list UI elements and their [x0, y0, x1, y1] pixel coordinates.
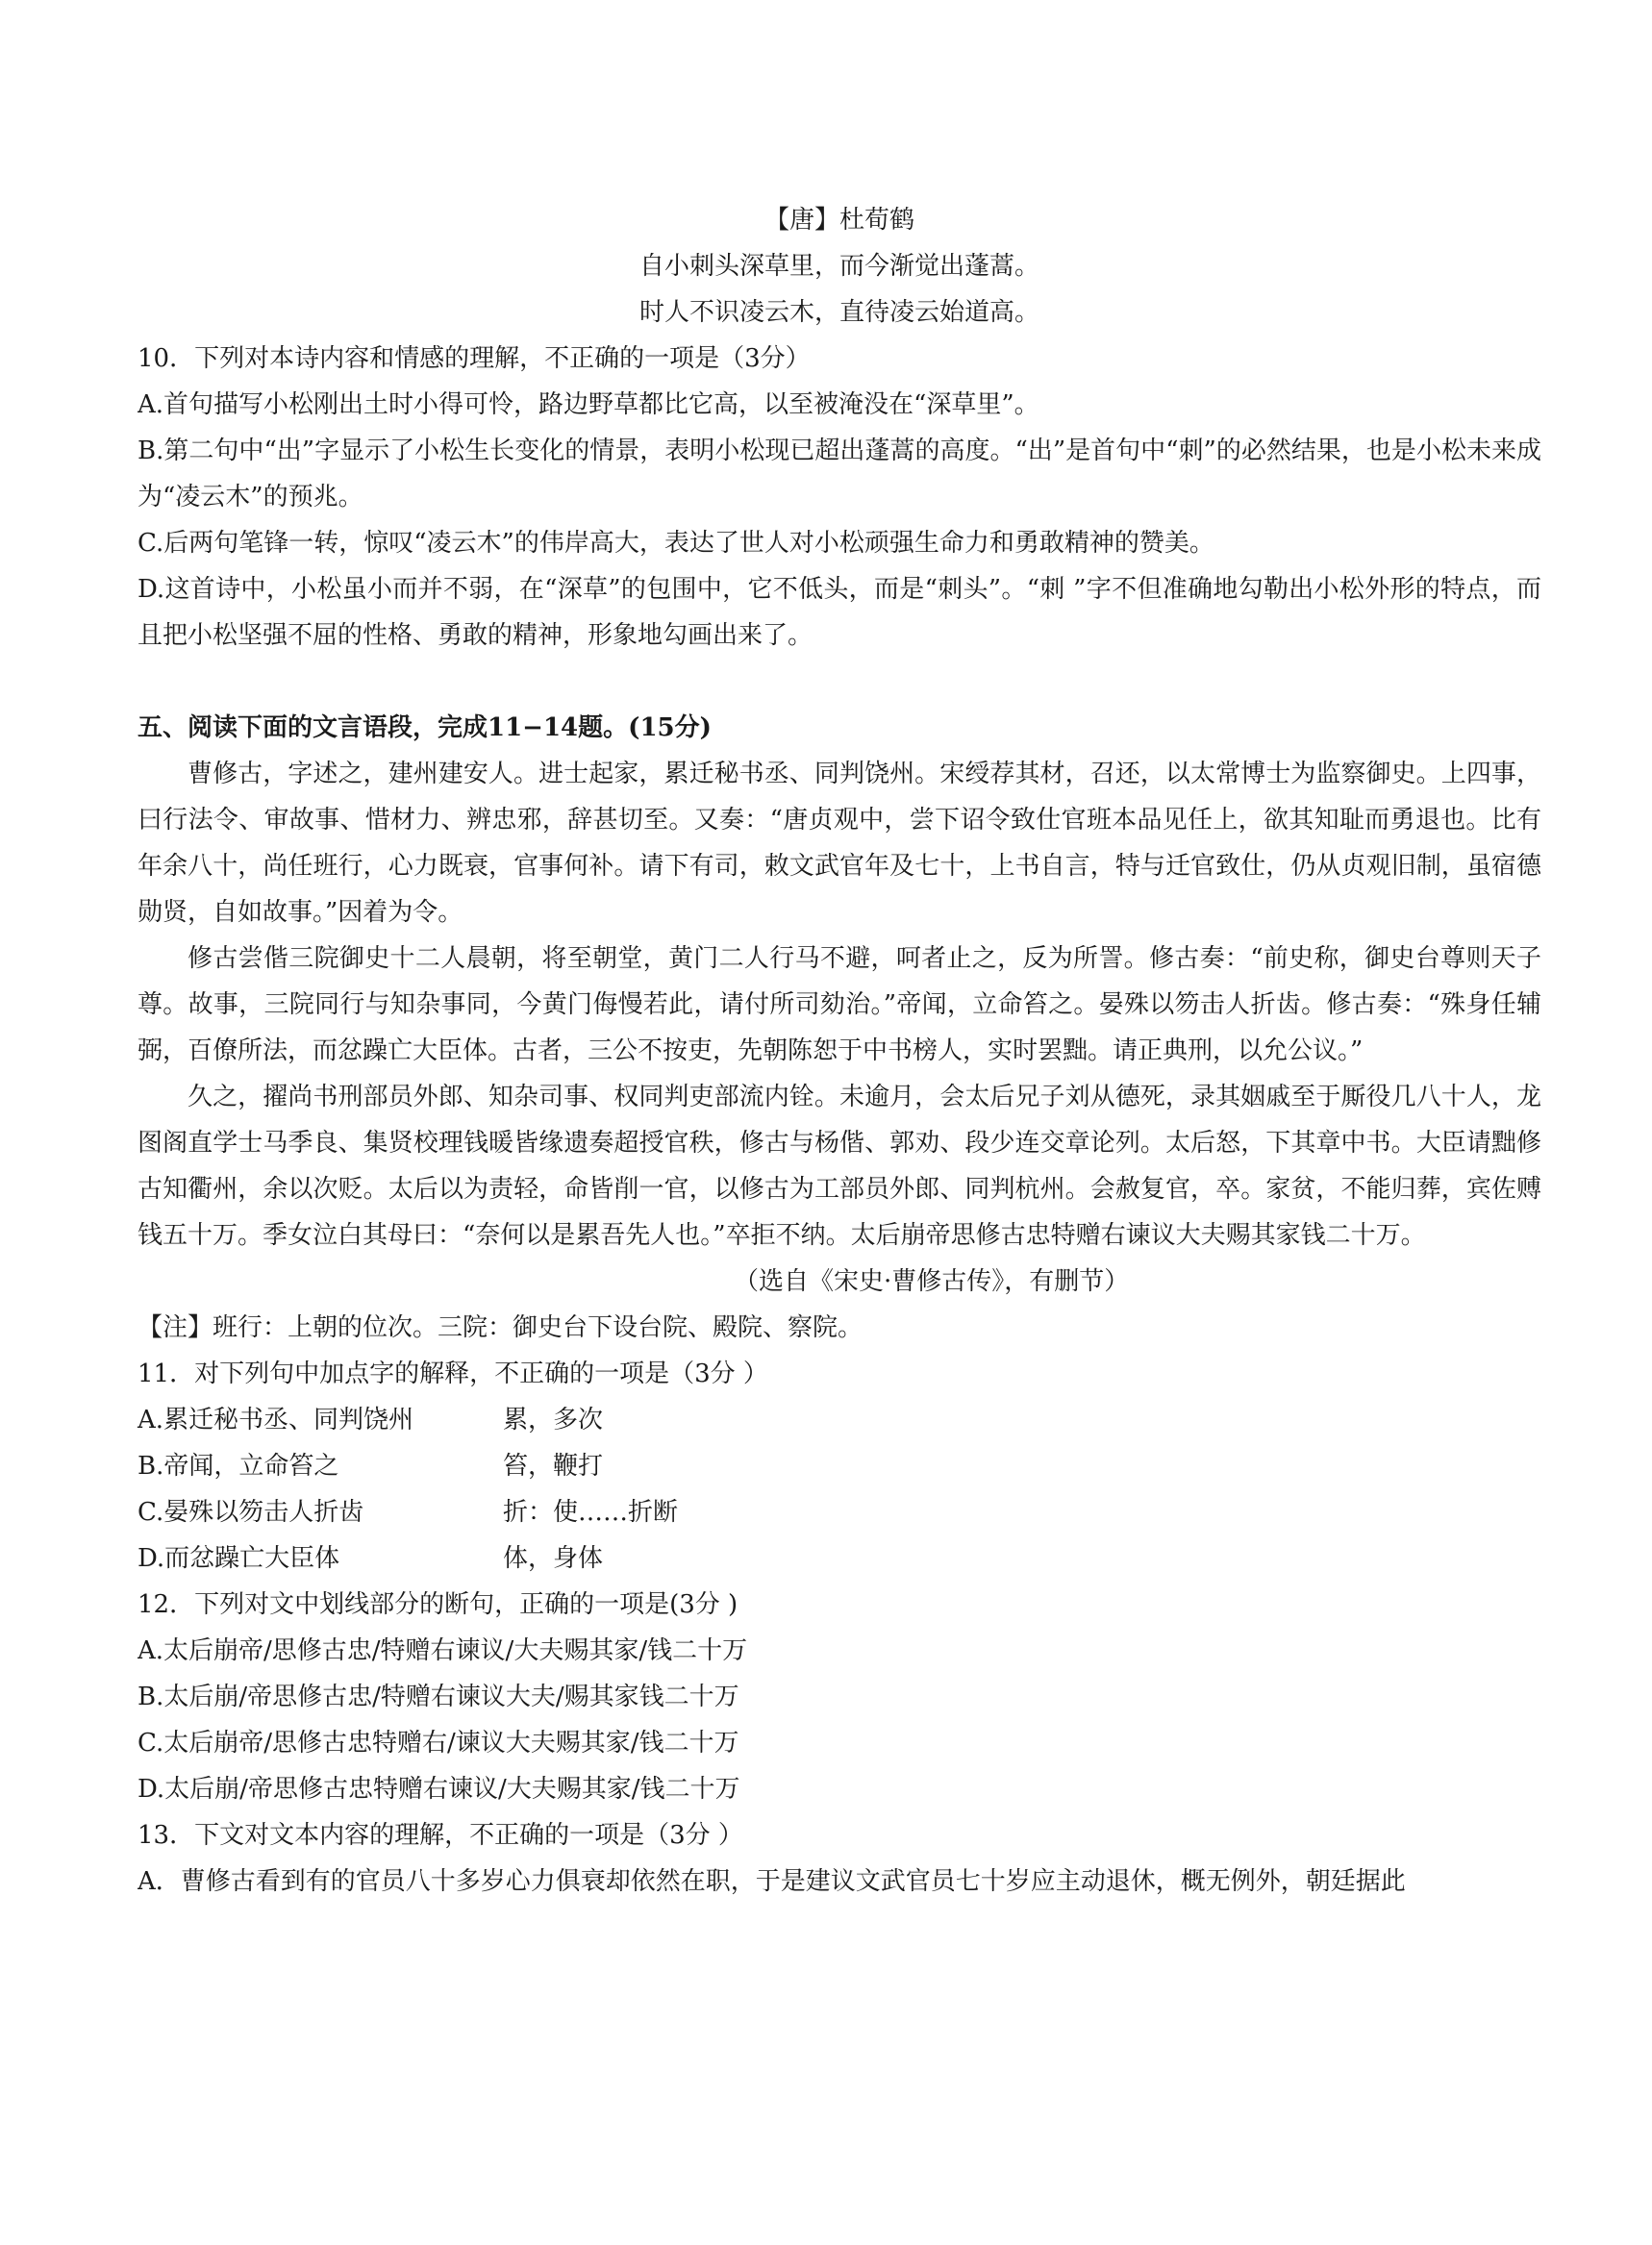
option-phrase: A.累迁秘书丞、同判饶州	[138, 1406, 414, 1434]
question-12-option-b: B.太后崩/帝思修古忠/特赠右谏议大夫/赐其家钱二十万	[138, 1683, 739, 1711]
question-11-option-b	[138, 1443, 1541, 1489]
question-11-option-c	[138, 1489, 1541, 1535]
question-13-stem: 13．下文对文本内容的理解，不正确的一项是（3分 ）	[138, 1821, 743, 1850]
poem-line-2: 时人不识凌云木，直待凌云始道高。	[638, 298, 1039, 327]
question-10-option-c: C.后两句笔锋一转，惊叹“凌云木”的伟岸高大，表达了世人对小松顽强生命力和勇敢精神的赞美。	[138, 529, 1214, 558]
question-13-option-a: A．曹修古看到有的官员八十多岁心力俱衰却依然在职，于是建议文武官员七十岁应主动退休，概无例外，朝廷据此	[138, 1867, 1406, 1896]
question-10-option-d: D.这首诗中，小松虽小而并不弱，在“深草”的包围中，它不低头，而是“刺头”。“刺 ”字不但准确地勾勒出小松外形的特点，而且把小松坚强不屈的性格、勇敢的精神，形象地勾画出来了。	[138, 575, 1541, 650]
question-12-stem: 12．下列对文中划线部分的断句，正确的一项是(3分 )	[138, 1590, 738, 1619]
passage-source: （选自《宋史·曹修古传》，有删节）	[734, 1267, 1130, 1296]
section-spacer	[138, 659, 1541, 705]
question-11-stem: 11．对下列句中加点字的解释，不正确的一项是（3分 ）	[138, 1359, 768, 1388]
classical-passage-paragraph-1: 曹修古，字述之，建州建安人。进士起家，累迁秘书丞、同判饶州。宋绶荐其材，召还，以太常博士为监察御史。上四事，曰行法令、审故事、惜材力、辨忠邪，辞甚切至。又奏：“唐贞观中，尝下诏令致仕官班本品见任上，欲其知耻而勇退也。比有年余八十，尚任班行，心力既衰，官事何补。请下有司，敕文武官年及七十，上书自言，特与迁官致仕，仍从贞观旧制，虽宿德勋贤，自如故事。”因着为令。	[138, 760, 1541, 927]
passage-note: 【注】班行：上朝的位次。三院：御史台下设台院、殿院、察院。	[138, 1313, 864, 1342]
question-10-stem: 10．下列对本诗内容和情感的理解，不正确的一项是（3分）	[138, 344, 811, 373]
classical-passage-paragraph-2: 修古尝偕三院御史十二人晨朝，将至朝堂，黄门二人行马不避，呵者止之，反为所詈。修古奏：“前史称，御史台尊则天子尊。故事，三院同行与知杂事同，今黄门侮慢若此，请付所司劾治。”帝闻，立命笞之。晏殊以笏击人折齿。修古奏：“殊身任辅弼，百僚所法，而忿躁亡大臣体。古者，三公不按吏，先朝陈恕于中书榜人，实时罢黜。请正典刑，以允公议。”	[138, 944, 1541, 1065]
option-gloss: 笞，鞭打	[503, 1452, 604, 1481]
classical-passage-paragraph-3: 久之，擢尚书刑部员外郎、知杂司事、权同判吏部流内铨。未逾月，会太后兄子刘从德死，录其姻戚至于厮役几八十人，龙图阁直学士马季良、集贤校理钱暖皆缘遗奏超授官秩，修古与杨偕、郭劝、段少连交章论列。太后怒，下其章中书。大臣请黜修古知衢州，余以次贬。太后以为责轻，命皆削一官，以修古为工部员外郎、同判杭州。会赦复官，卒。家贫，不能归葬，宾佐赙钱五十万。季女泣白其母曰：“奈何以是累吾先人也。”卒拒不纳。太后崩帝思修古忠特赠右谏议大夫赐其家钱二十万。	[138, 1083, 1541, 1250]
option-phrase: D.而忿躁亡大臣体	[138, 1544, 340, 1573]
poem-line-1: 自小刺头深草里，而今渐觉出蓬蒿。	[638, 252, 1039, 281]
question-12-option-c: C.太后崩帝/思修古忠特赠右/谏议大夫赐其家/钱二十万	[138, 1729, 739, 1758]
option-gloss: 折：使……折断	[503, 1498, 679, 1527]
option-gloss: 体，身体	[503, 1544, 604, 1573]
question-12-option-d: D.太后崩/帝思修古忠特赠右谏议/大夫赐其家/钱二十万	[138, 1775, 740, 1804]
section-5-heading: 五、阅读下面的文言语段，完成11−14题。(15分)	[138, 713, 712, 742]
exam-page	[138, 197, 1541, 1905]
poem-author-line: 【唐】杜荀鹤	[763, 206, 914, 235]
question-10-option-a: A.首句描写小松刚出土时小得可怜，路边野草都比它高，以至被淹没在“深草里”。	[138, 390, 1039, 419]
option-gloss: 累，多次	[503, 1406, 604, 1434]
question-12-option-a: A.太后崩帝/思修古忠/特赠右谏议/大夫赐其家/钱二十万	[138, 1636, 748, 1665]
option-phrase: C.晏殊以笏击人折齿	[138, 1498, 364, 1527]
option-phrase: B.帝闻，立命笞之	[138, 1452, 339, 1481]
question-11-option-d	[138, 1535, 1541, 1582]
question-10-option-b: B.第二句中“出”字显示了小松生长变化的情景，表明小松现已超出蓬蒿的高度。“出”是首句中“刺”的必然结果，也是小松未来成为“凌云木”的预兆。	[138, 437, 1541, 511]
question-11-option-a	[138, 1397, 1541, 1443]
